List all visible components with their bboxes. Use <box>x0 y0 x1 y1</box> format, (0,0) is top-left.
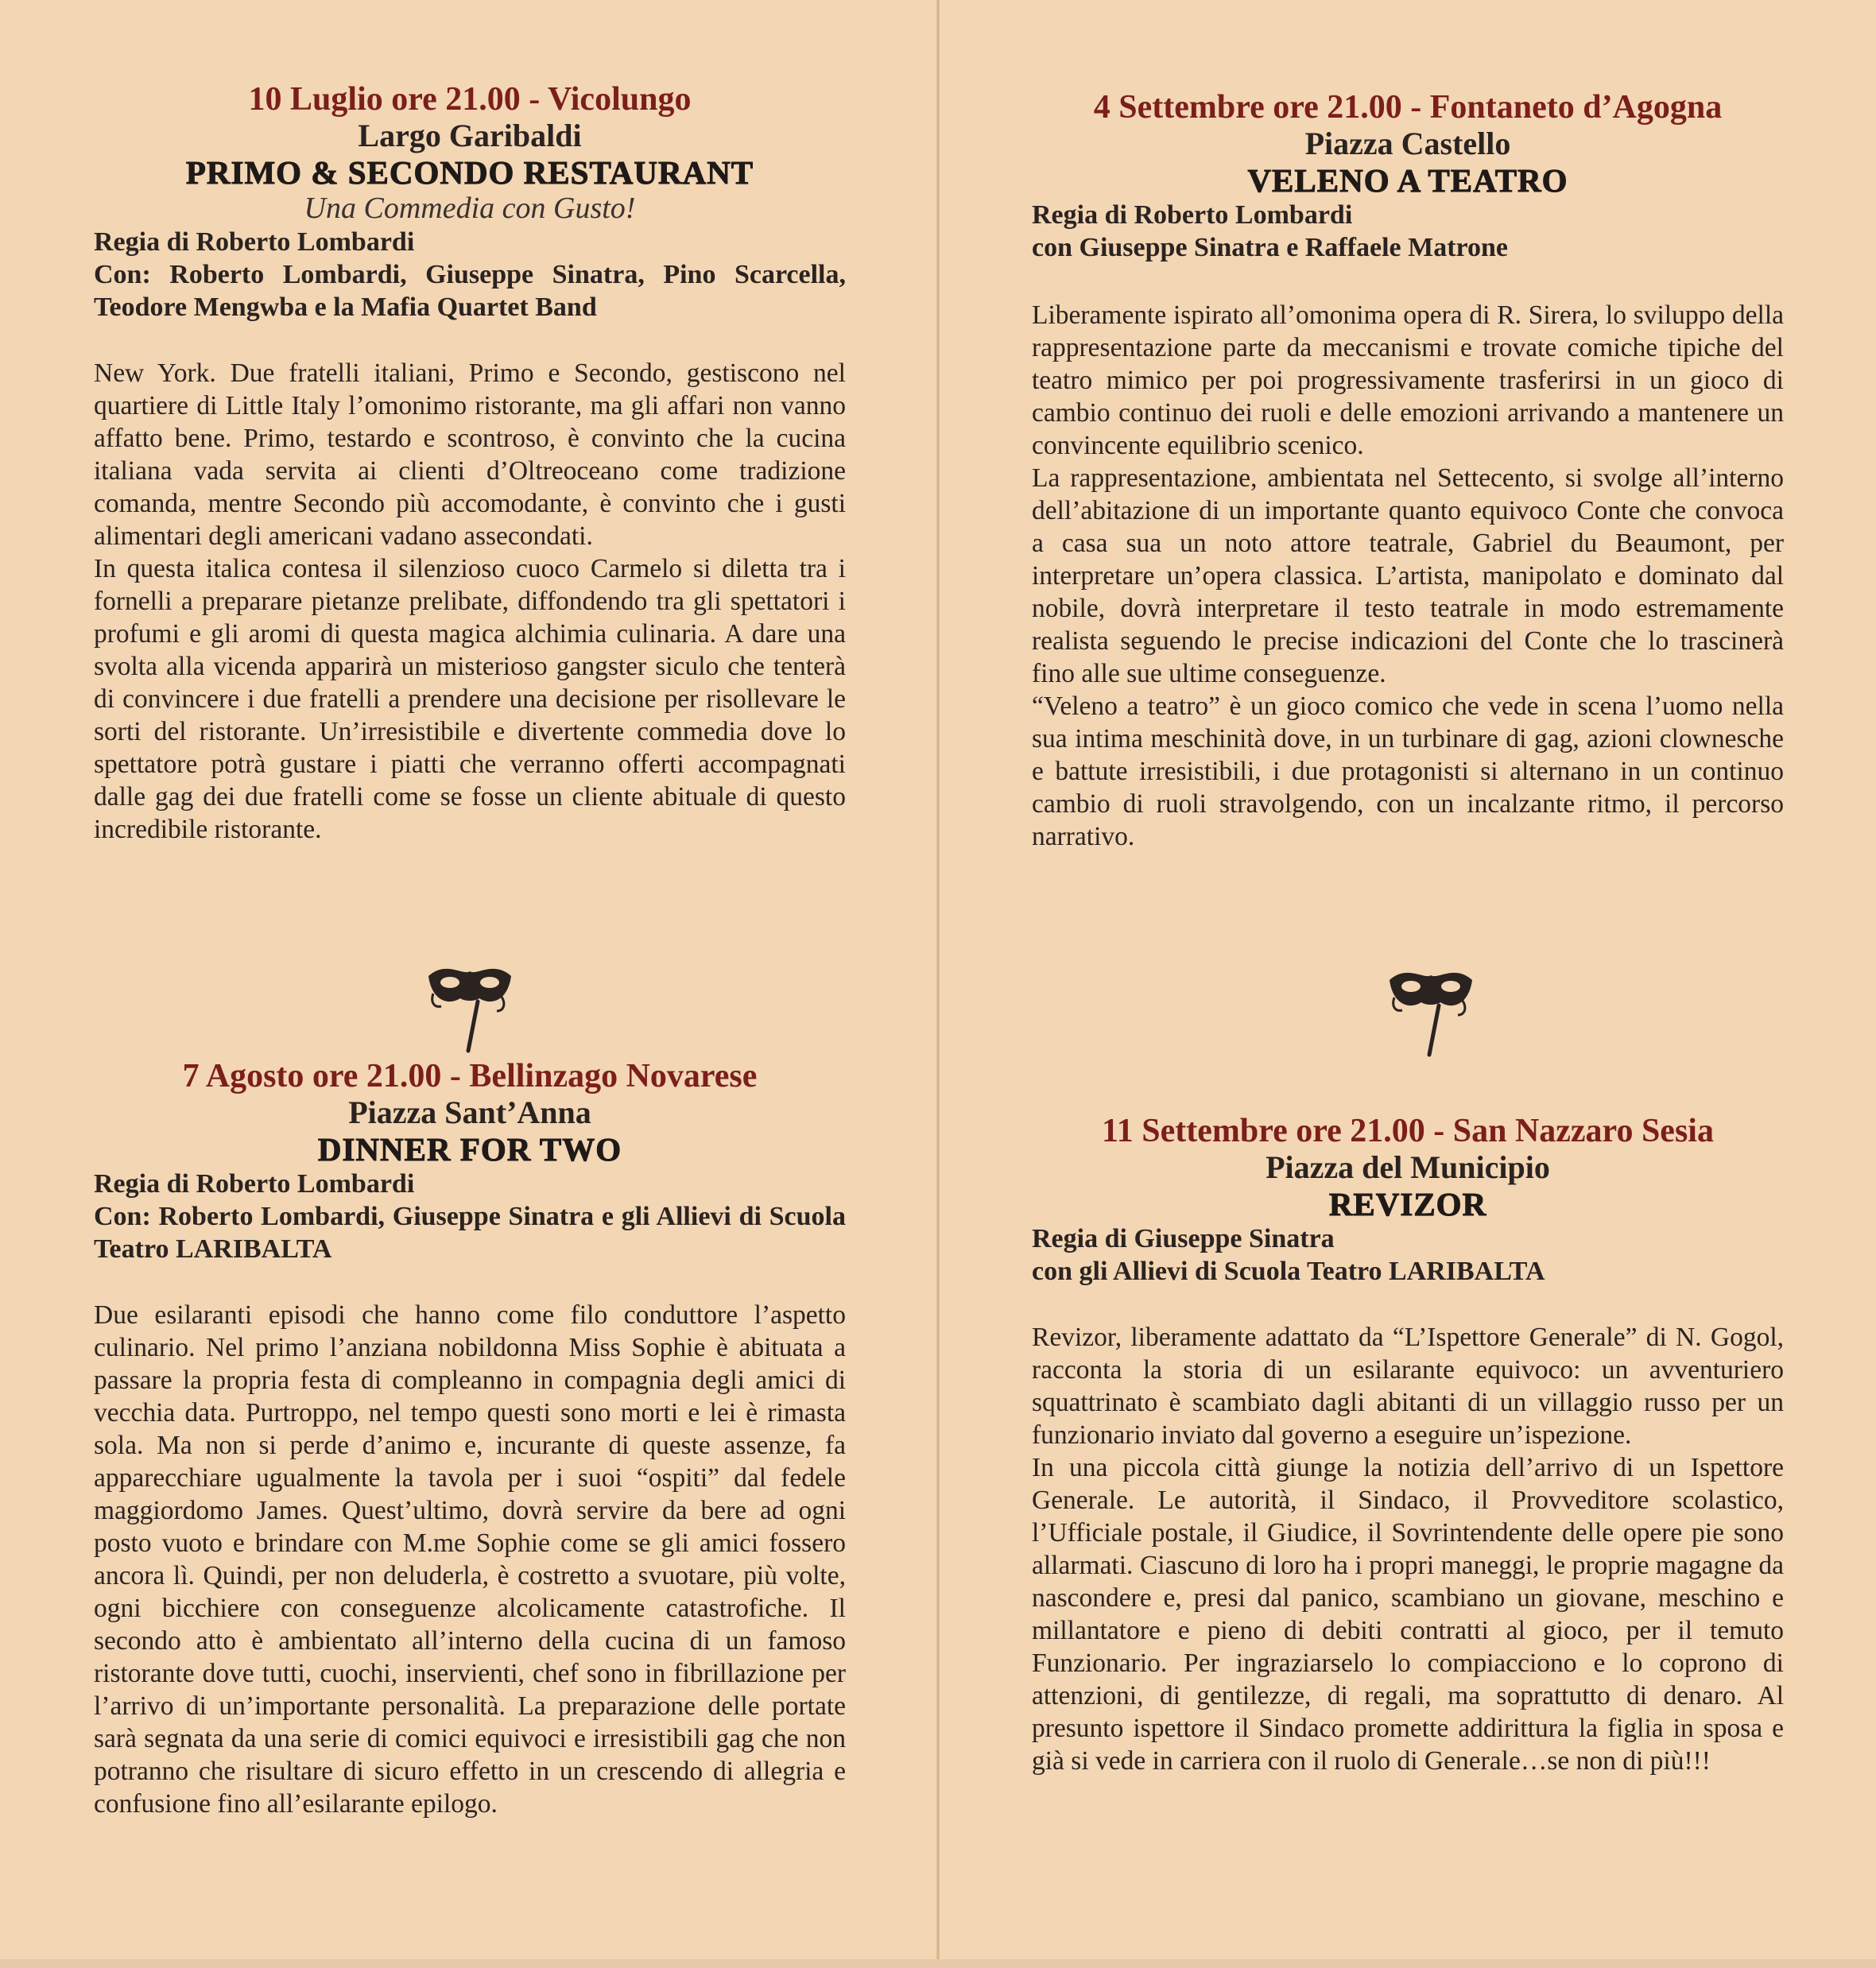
event-description <box>94 1299 846 1820</box>
event-revizor <box>1032 1113 1784 1777</box>
event-cast: con gli Allievi di Scuola Teatro LARIBALTA <box>1032 1257 1545 1286</box>
description-paragraph: New York. Due fratelli italiani, Primo e Secondo, gestiscono nel quartiere di Little Italy l’omonimo ristorante, ma gli affari non vanno affatto bene. Primo, testardo e scontroso, è convinto che la cucina italiana vada servita ai clienti d’Oltreoceano come tradizione comanda, mentre Secondo più accomodante, è convinto che i gusti alimentari degli americani vadano assecondati. <box>94 358 846 551</box>
event-cast: Con: Roberto Lombardi, Giuseppe Sinatra e gli Allievi di Scuola Teatro LARIBALTA <box>94 1202 846 1264</box>
event-director: Regia di Roberto Lombardi <box>94 1169 415 1199</box>
event-place: Piazza Castello <box>1304 126 1511 161</box>
event-description <box>1032 299 1784 853</box>
event-place: Piazza del Municipio <box>1266 1149 1550 1185</box>
event-director: Regia di Roberto Lombardi <box>94 227 415 257</box>
event-veleno-a-teatro <box>1032 89 1784 853</box>
event-credits <box>1032 199 1784 264</box>
description-paragraph: In questa italica contesa il silenzioso cuoco Carmelo si diletta tra i fornelli a preparare pietanze prelibate, diffondendo tra gli spettatori i profumi e gli aromi di questa magica alchimia culinaria. A dare una svolta alla vicenda apparirà un misterioso gangster siculo che tenterà di convincere i due fratelli a prendere una decisione per risollevare le sorti del ristorante. Un’irresistibile e divertente commedia dove lo spettatore potrà gustare i piatti che verranno offerti accompagnati dalle gag dei due fratelli come se fosse un cliente abituale di questo incredibile ristorante. <box>94 554 846 844</box>
theatre-mask-icon <box>422 954 517 1053</box>
event-place: Piazza Sant’Anna <box>348 1094 591 1130</box>
event-place: Largo Garibaldi <box>358 118 582 153</box>
event-title: DINNER FOR TWO <box>317 1131 622 1168</box>
event-description <box>1032 1321 1784 1777</box>
event-director: Regia di Roberto Lombardi <box>1032 200 1353 230</box>
description-paragraph: Revizor, liberamente adattato da “L’Ispettore Generale” di N. Gogol, racconta la storia di un esilarante equivoco: un avventuriero squattrinato è scambiato dagli abitanti di un villaggio russo per un funzionario inviato dal governo a eseguire un’ispezione. <box>1032 1323 1784 1450</box>
event-title: VELENO A TEATRO <box>1247 162 1568 199</box>
event-credits <box>94 226 846 323</box>
theatre-mask-icon <box>1383 958 1479 1057</box>
event-date: 10 Luglio ore 21.00 - Vicolungo <box>248 81 692 118</box>
paper-edge <box>0 1959 1876 1968</box>
event-cast: Con: Roberto Lombardi, Giuseppe Sinatra, Pino Scarcella, Teodore Mengwba e la Mafia Quartet Band <box>94 260 846 322</box>
event-credits <box>1032 1222 1784 1288</box>
event-cast: con Giuseppe Sinatra e Raffaele Matrone <box>1032 233 1509 262</box>
event-title: PRIMO & SECONDO RESTAURANT <box>185 154 754 191</box>
event-date: 4 Settembre ore 21.00 - Fontaneto d’Agogna <box>1093 89 1723 126</box>
event-primo-secondo <box>94 81 846 846</box>
event-description <box>94 357 846 846</box>
description-paragraph: La rappresentazione, ambientata nel Settecento, si svolge all’interno dell’abitazione di un importante quanto equivoco Conte che convoca a casa sua un noto attore teatrale, Gabriel du Beaumont, per interpretare un’opera classica. L’artista, manipolato e dominato dal nobile, dovrà interpretare il testo teatrale in modo estremamente realista seguendo le precise indicazioni del Conte che lo trascinerà fino alle sue ultime conseguenze. <box>1032 463 1784 688</box>
description-paragraph: In una piccola città giunge la notizia dell’arrivo di un Ispettore Generale. Le autorità, il Sindaco, il Provveditore scolastico, l’Ufficiale postale, il Giudice, il Sovrintendente delle opere pie sono allarmati. Ciascuno di loro ha i propri maneggi, le proprie magagne da nascondere e, presi dal panico, scambiano un giovane, meschino e millantatore e pieno di debiti contratti al gioco, per il temuto Funzionario. Per ingraziarselo lo compiacciono e lo coprono di attenzioni, di gentilezze, di regali, ma soprattutto di denaro. Al presunto ispettore il Sindaco promette addirittura la figlia in sposa e già si vede in carriera con il ruolo di Generale…se non di più!!! <box>1032 1453 1784 1776</box>
description-paragraph: Liberamente ispirato all’omonima opera di R. Sirera, lo sviluppo della rappresentazione parte da meccanismi e trovate comiche tipiche del teatro mimico per poi progressivamente trasferirsi in un gioco di cambio continuo dei ruoli e delle emozioni arrivando a mantenere un convincente equilibrio scenico. <box>1032 300 1784 460</box>
event-date: 7 Agosto ore 21.00 - Bellinzago Novarese <box>182 1058 758 1094</box>
event-director: Regia di Giuseppe Sinatra <box>1032 1224 1335 1253</box>
event-subtitle: Una Commedia con Gusto! <box>304 192 636 225</box>
event-title: REVIZOR <box>1328 1186 1487 1222</box>
description-paragraph: Due esilaranti episodi che hanno come filo conduttore l’aspetto culinario. Nel primo l’anziana nobildonna Miss Sophie è abituata a passare la propria festa di compleanno in compagnia degli amici di vecchia data. Purtroppo, nel tempo questi sono morti e lei è rimasta sola. Ma non si perde d’animo e, incurante di queste assenze, fa apparecchiare ugualmente la tavola per i suoi “ospiti” dal fedele maggiordomo James. Quest’ultimo, dovrà servire da bere ad ogni posto vuoto e brindare con M.me Sophie come se gli amici fossero ancora lì. Quindi, per non deluderla, è costretto a svuotare, più volte, ogni bicchiere con conseguenze alcolicamente catastrofiche. Il secondo atto è ambientato all’interno della cucina di un famoso ristorante dove tutti, cuochi, inservienti, chef sono in fibrillazione per l’arrivo di un’importante personalità. La preparazione delle portate sarà segnata da una serie di comici equivoci e irresistibili gag che non potranno che risultare di sicuro effetto in un crescendo di allegria e confusione fino all’esilarante epilogo. <box>94 1300 846 1819</box>
description-paragraph: “Veleno a teatro” è un gioco comico che vede in scena l’uomo nella sua intima meschinità dove, in un turbinare di gag, azioni clownesche e battute irresistibili, i due protagonisti si alternano in un continuo cambio di ruoli stravolgendo, con un incalzante ritmo, il percorso narrativo. <box>1032 692 1784 851</box>
event-dinner-for-two <box>94 1058 846 1820</box>
event-date: 11 Settembre ore 21.00 - San Nazzaro Sesia <box>1102 1113 1714 1149</box>
event-credits <box>94 1168 846 1265</box>
page-fold <box>936 0 940 1968</box>
